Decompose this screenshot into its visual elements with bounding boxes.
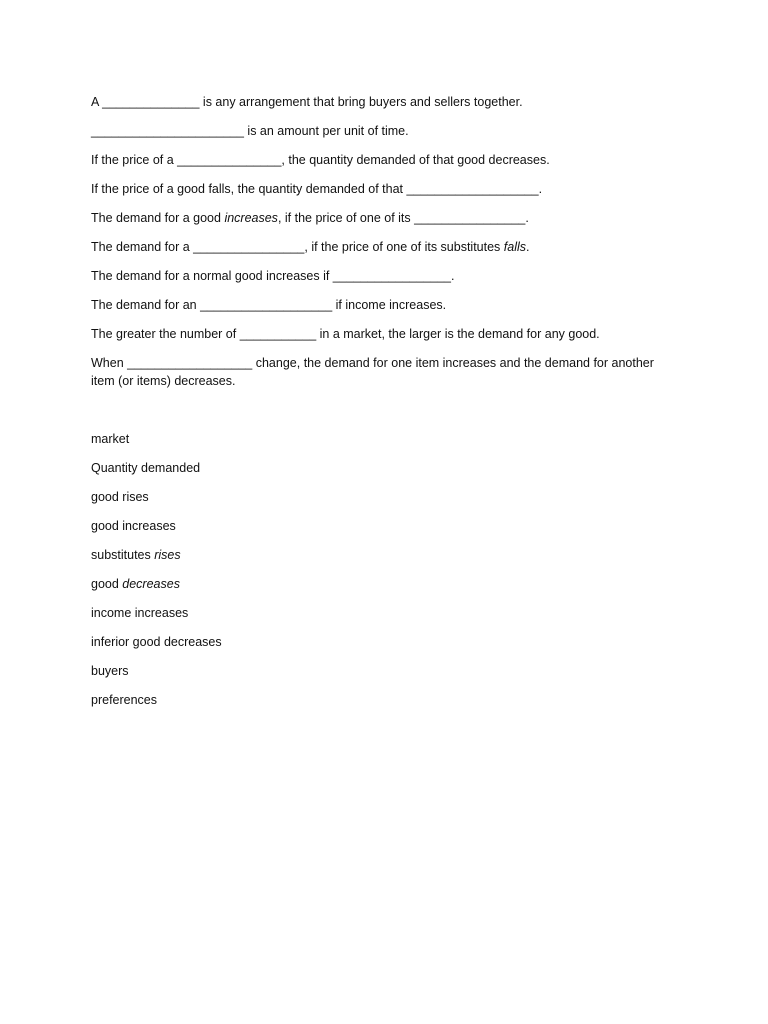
answer-text: preferences — [91, 693, 158, 707]
question-emphasis: increases — [224, 211, 278, 225]
answer-item — [91, 517, 691, 535]
answer-text: good rises — [91, 490, 149, 504]
question-text: ______________________ is an amount per unit of time. — [91, 124, 409, 138]
answer-text: market — [91, 432, 130, 446]
answer-text: good increases — [91, 519, 176, 533]
question-text: . — [526, 240, 530, 254]
question-10 — [91, 354, 669, 390]
question-4 — [91, 180, 691, 198]
answer-text: income increases — [91, 606, 189, 620]
answer-emphasis: decreases — [122, 577, 180, 591]
question-text: If the price of a good falls, the quantity demanded of that ___________________. — [91, 182, 543, 196]
answer-text: good — [91, 577, 123, 591]
answer-text: inferior good decreases — [91, 635, 222, 649]
answer-item — [91, 488, 691, 506]
answer-item — [91, 575, 691, 593]
question-9 — [91, 325, 691, 343]
question-2 — [91, 122, 691, 140]
question-3 — [91, 151, 691, 169]
answer-item — [91, 459, 691, 477]
question-text: The greater the number of ___________ in a market, the larger is the demand for any good. — [91, 327, 600, 341]
question-6 — [91, 238, 691, 256]
question-text: A ______________ is any arrangement that bring buyers and sellers together. — [91, 95, 523, 109]
question-text: If the price of a _______________, the quantity demanded of that good decreases. — [91, 153, 550, 167]
worksheet-page — [91, 93, 691, 720]
question-8 — [91, 296, 691, 314]
question-list — [91, 93, 691, 390]
question-text: The demand for a good — [91, 211, 225, 225]
question-text: The demand for an ___________________ if income increases. — [91, 298, 447, 312]
question-text: The demand for a normal good increases if _________________. — [91, 269, 455, 283]
answer-item — [91, 633, 691, 651]
question-1 — [91, 93, 691, 111]
question-5 — [91, 209, 691, 227]
answer-item — [91, 604, 691, 622]
answer-item — [91, 430, 691, 448]
answer-list — [91, 430, 691, 709]
answer-text: Quantity demanded — [91, 461, 201, 475]
question-emphasis: falls — [503, 240, 527, 254]
answer-item — [91, 691, 691, 709]
question-text: When __________________ change, the demand for one item increases and the demand for another item (or items) decreases. — [91, 356, 654, 388]
question-text: The demand for a ________________, if the price of one of its substitutes — [91, 240, 504, 254]
answer-text: substitutes — [91, 548, 155, 562]
question-7 — [91, 267, 691, 285]
question-text: , if the price of one of its ________________. — [277, 211, 529, 225]
answer-text: buyers — [91, 664, 129, 678]
answer-emphasis: rises — [154, 548, 181, 562]
answer-item — [91, 546, 691, 564]
answer-item — [91, 662, 691, 680]
